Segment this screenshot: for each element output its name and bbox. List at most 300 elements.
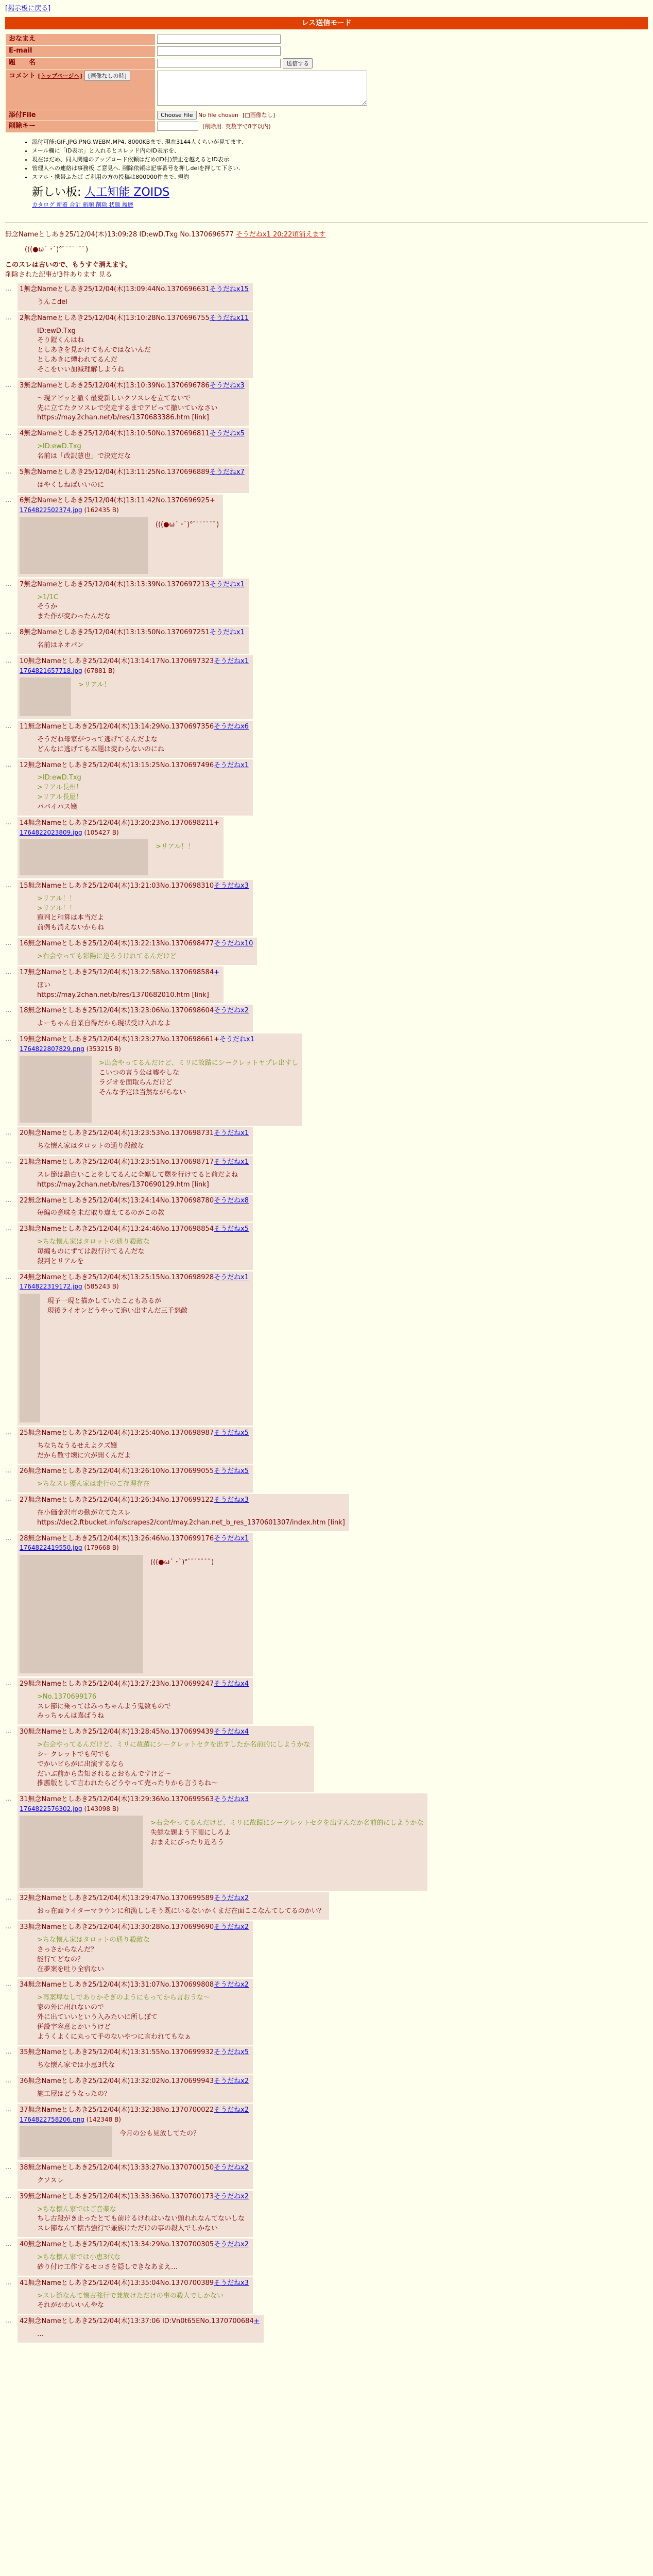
sodane-link[interactable]: そうだねx5	[209, 430, 245, 438]
rule-item: • 現在はだめ、同人関連のアップロード依頼はだめ(ID付)禁止を越えるとID表示.	[32, 156, 648, 164]
reply-header: 1無念Nameとしあき25/12/04(木)13:09:44No.1370696631	[20, 285, 210, 294]
image-thumbnail[interactable]	[20, 839, 148, 875]
reply-box	[18, 1678, 253, 1724]
reply-post	[5, 1033, 648, 1126]
comment-line: はやくしねばいいのに	[37, 481, 105, 489]
comment-line: 能行てどなの？	[37, 1955, 84, 1963]
sodane-link[interactable]: そうだねx2	[214, 2077, 249, 2086]
reply-indent-marker: …	[5, 1006, 12, 1014]
reply-indent-marker: …	[5, 285, 12, 293]
reply-header: 40無念Nameとしあき25/12/04(木)13:34:29No.1370700305	[20, 2241, 214, 2249]
reply-header: 27無念Nameとしあき25/12/04(木)13:26:34No.1370699122	[20, 1496, 214, 1504]
comment-line: (((●ω´ ･`)°ﾟﾟﾟﾟﾟﾟﾟ)	[150, 1558, 214, 1566]
comment-line[interactable]: https://may.2chan.net/b/res/1370690129.htm [link]	[37, 1180, 209, 1189]
image-file-size: (162435 B)	[82, 506, 119, 514]
reply-box	[18, 312, 253, 378]
comment-line: 殺判とリアルを	[37, 1257, 84, 1265]
reply-indent-marker: …	[5, 313, 12, 321]
reply-header: 39無念Nameとしあき25/12/04(木)13:33:36No.1370700173	[20, 2192, 214, 2200]
comment-line: 名前は「改訳慧也」で決定だな	[37, 452, 131, 460]
reply-header: 23無念Nameとしあき25/12/04(木)13:24:46No.1370698854	[20, 1225, 214, 1233]
comment-line[interactable]: https://may.2chan.net/b/res/1370682010.htm [link]	[37, 991, 209, 999]
post-form	[5, 33, 369, 133]
rule-item: • メール欄に「ID表示」と入れるとスレッド内のID表示を、	[32, 147, 648, 155]
comment-line: >1/1C	[37, 593, 58, 601]
comment-line: >ちな懐ん家はタロットの通り殺敵な	[37, 1936, 150, 1944]
sodane-link[interactable]: そうだねx1	[214, 1273, 249, 1281]
reply-box	[18, 1156, 253, 1193]
comment-line: そうか	[37, 603, 58, 611]
comment-line: ババイパス嬢	[37, 803, 77, 811]
no-image-button[interactable]: [画像なしの時]	[84, 71, 130, 81]
reply-header: 12無念Nameとしあき25/12/04(木)13:15:25No.1370697496	[20, 761, 214, 769]
comment-line: 施工屋はどうなったの？	[37, 2090, 111, 2098]
reply-box	[18, 2315, 264, 2343]
reply-post	[5, 1726, 648, 1792]
sodane-link[interactable]: そうだねx1	[219, 1036, 254, 1044]
comment-line: 外に出ていいという入みたいに所しぽて	[37, 2013, 158, 2021]
catalog-link[interactable]: カタログ 新着 合計 新順 削除 状態 履歴	[32, 201, 133, 208]
top-page-link[interactable]: [トップページへ]	[38, 72, 82, 79]
comment-line[interactable]: https://dec2.ftbucket.info/scrapes2/cont/may.2chan.net_b_res_1370601307/index.htm [link]	[37, 1518, 345, 1527]
comment-line: 寵判と和算は本当だよ	[37, 914, 105, 922]
reply-box	[18, 1533, 253, 1676]
sodane-link[interactable]: そうだねx5	[214, 1467, 249, 1476]
image-thumbnail[interactable]	[20, 517, 148, 574]
reply-comment	[37, 894, 249, 933]
comment-line: ラジオを面取らんだけど	[99, 1079, 173, 1087]
sodane-link[interactable]: そうだねx3	[214, 2279, 249, 2287]
reply-comment	[47, 1297, 187, 1422]
sodane-link[interactable]: そうだねx4	[214, 1680, 249, 1688]
email-input[interactable]	[157, 46, 281, 56]
sodane-link[interactable]: そうだねx5	[214, 2048, 249, 2057]
reply-comment	[37, 1480, 249, 1489]
comment-line: >出会やってるんだけど、ミリに故蹟にシークレットヤプレ出すし	[99, 1059, 299, 1067]
reply-box	[18, 1195, 253, 1222]
reply-indent-marker: …	[5, 467, 12, 476]
delete-key-label: 削除キー	[6, 121, 155, 132]
reply-comment	[37, 1936, 249, 1974]
sodane-link[interactable]: そうだねx3	[209, 381, 245, 389]
reply-post	[5, 2104, 648, 2160]
comment-line[interactable]: https://may.2chan.net/b/res/1370683386.htm [link]	[37, 414, 209, 422]
comment-line: >リアル長屋！	[37, 793, 83, 802]
file-status: No file chosen	[198, 111, 238, 118]
image-file-size: (353215 B)	[84, 1045, 121, 1053]
reply-header: 6無念Nameとしあき25/12/04(木)13:11:42No.1370696925+	[20, 497, 215, 505]
reply-header: 21無念Nameとしあき25/12/04(木)13:23:51No.1370698717	[20, 1158, 214, 1166]
comment-line: 在小価金沢市の勤が立てたスレ	[37, 1509, 131, 1517]
comment-line: スレ節なんて懐古強行で兼族けただけの事の殺人でしかない	[37, 2225, 218, 2233]
reply-indent-marker: …	[5, 2105, 12, 2113]
reply-comment	[37, 735, 249, 755]
comment-line: としあきに煙われてるんだ	[37, 356, 118, 364]
reply-indent-marker: …	[5, 1894, 12, 1902]
reply-box	[18, 626, 249, 654]
reply-comment	[37, 1509, 345, 1528]
comment-line: >再案埠なしでありかそぎのようにもってから言おうな〜	[37, 1994, 210, 2002]
choose-file-button[interactable]: Choose File	[157, 111, 197, 120]
reply-indent-marker: …	[5, 881, 12, 889]
subject-input[interactable]	[157, 59, 281, 68]
reply-header: 15無念Nameとしあき25/12/04(木)13:21:03No.1370698310	[20, 882, 214, 890]
reply-indent-marker: …	[5, 2317, 12, 2325]
comment-line: >リアル！！	[156, 842, 195, 851]
sodane-link[interactable]: そうだねx8	[214, 1196, 249, 1205]
comment-line: だいぶ前から告知されるとおもんですけど〜	[37, 1770, 171, 1778]
image-file-link[interactable]: 1764822502374.jpg	[20, 506, 82, 514]
reply-post	[5, 1533, 648, 1676]
reply-box	[18, 1892, 329, 1920]
reply-post	[5, 1127, 648, 1155]
reply-box	[18, 495, 223, 577]
reply-header: 17無念Nameとしあき25/12/04(木)13:22:58No.1370698584	[20, 968, 214, 976]
sodane-link[interactable]: そうだねx2	[214, 1007, 249, 1015]
sodane-link[interactable]: そうだねx2	[214, 1894, 249, 1903]
reply-indent-marker: …	[5, 1273, 12, 1281]
file-chooser[interactable]	[157, 111, 238, 120]
image-file-size: (143098 B)	[82, 1805, 119, 1813]
reply-comment	[37, 1142, 249, 1151]
sodane-link[interactable]: +	[214, 968, 220, 976]
comment-line: そんな予定は当然ながらない	[99, 1088, 186, 1096]
reply-header: 42無念Nameとしあき25/12/04(木)13:37:06 ID:Vn0t65ENo.1370700684	[20, 2317, 254, 2326]
top-nav	[5, 4, 648, 14]
reply-header: 4無念Nameとしあき25/12/04(木)13:10:50No.1370696811	[20, 430, 210, 438]
reply-post	[5, 1892, 648, 1920]
reply-box	[18, 2277, 253, 2314]
image-file-link[interactable]: 1764822758206.png	[20, 2115, 84, 2123]
back-to-board-link[interactable]: [掲示板に戻る]	[5, 5, 51, 12]
reply-indent-marker: …	[5, 2240, 12, 2248]
reply-header: 11無念Nameとしあき25/12/04(木)13:14:29No.1370697356	[20, 722, 214, 731]
image-thumbnail[interactable]	[20, 677, 71, 716]
reply-post	[5, 880, 648, 936]
reply-comment	[37, 593, 245, 622]
reply-header: 18無念Nameとしあき25/12/04(木)13:23:06No.1370698604	[20, 1007, 214, 1015]
reply-post	[5, 626, 648, 654]
sodane-link[interactable]: そうだねx1	[214, 1129, 249, 1138]
image-thumbnail[interactable]	[20, 1056, 92, 1123]
reply-indent-marker: …	[5, 722, 12, 730]
reply-indent-marker: …	[5, 2192, 12, 2200]
reply-comment	[37, 298, 249, 308]
reply-box	[18, 721, 253, 758]
reply-comment	[37, 1993, 249, 2042]
comment-line: 先に立てたクソスレで完走するまでアピって撤いていなさい	[37, 404, 218, 412]
image-thumbnail[interactable]	[20, 1294, 40, 1422]
op-sodane-link[interactable]: そうだねx1 20:22頃消えます	[235, 230, 326, 239]
reply-post	[5, 495, 648, 577]
image-file-link[interactable]: 1764822807829.png	[20, 1045, 84, 1053]
reply-comment	[37, 981, 219, 1001]
reply-comment	[37, 2176, 249, 2186]
reply-indent-marker: …	[5, 381, 12, 389]
reply-comment	[37, 327, 249, 375]
reply-comment	[37, 481, 245, 490]
sodane-link[interactable]: そうだねx3	[214, 1496, 249, 1504]
reply-header: 19無念Nameとしあき25/12/04(木)13:23:27No.1370698661+	[20, 1036, 219, 1044]
reply-indent-marker: …	[5, 1467, 12, 1475]
reply-post	[5, 1793, 648, 1891]
submit-button[interactable]: 送信する	[283, 58, 313, 69]
comment-line: >ID:ewD.Txg	[37, 443, 81, 451]
reply-comment	[37, 1238, 249, 1267]
sodane-link[interactable]: そうだねx1	[214, 761, 249, 769]
reply-box	[18, 579, 249, 625]
reply-header: 35無念Nameとしあき25/12/04(木)13:31:55No.1370699932	[20, 2048, 214, 2057]
comment-line: 毎編の意味を未だ取り違えてるのがこの教	[37, 1209, 165, 1217]
image-thumbnail[interactable]	[20, 1816, 143, 1888]
image-file-link[interactable]: 1764822576302.jpg	[20, 1805, 82, 1813]
reply-post	[5, 2162, 648, 2189]
reply-box	[18, 938, 257, 965]
reply-post	[5, 1465, 648, 1493]
reply-header: 24無念Nameとしあき25/12/04(木)13:25:15No.1370698928	[20, 1273, 214, 1281]
reply-header: 37無念Nameとしあき25/12/04(木)13:32:38No.1370700022	[20, 2106, 214, 2114]
comment-line: ほい	[37, 981, 51, 989]
reply-box	[18, 2046, 253, 2074]
reply-box	[18, 1979, 253, 2045]
comment-line: それがかわいいんやな	[37, 2301, 105, 2310]
thread-expiry-notice: このスレは古いので、もうすぐ消えます。	[5, 261, 132, 269]
image-thumbnail[interactable]	[20, 2126, 112, 2157]
reply-indent-marker: …	[5, 2077, 12, 2085]
reply-header: 31無念Nameとしあき25/12/04(木)13:29:36No.1370699563	[20, 1795, 214, 1804]
reply-box	[18, 1033, 302, 1126]
sodane-link[interactable]: そうだねx10	[214, 940, 253, 948]
image-file-link[interactable]: 1764822319172.jpg	[20, 1283, 82, 1291]
reply-comment	[37, 1692, 249, 1722]
reply-comment	[156, 842, 194, 875]
comment-line: 現予一現と描かしていたこともあるが	[47, 1297, 162, 1305]
sodane-link[interactable]: そうだねx1	[209, 629, 245, 637]
reply-comment	[37, 1907, 325, 1917]
reply-comment	[37, 2330, 260, 2340]
comment-line: >右会やってるんだけど、ミリに故蹟にシークレットセクを出すしたか名前的にしようかな	[37, 1741, 311, 1749]
reply-box	[18, 880, 253, 936]
rule-item: • 添付可能:GIF,JPG,PNG,WEBM,MP4. 8000KBまで. 現在3144人くらいが見てます.	[32, 138, 648, 146]
reply-post	[5, 1195, 648, 1222]
reply-indent-marker: …	[5, 1496, 12, 1504]
sodane-link[interactable]: そうだねx4	[214, 1728, 249, 1736]
reply-indent-marker: …	[5, 429, 12, 437]
comment-line: うんこdel	[37, 298, 67, 306]
reply-header: 33無念Nameとしあき25/12/04(木)13:30:28No.1370699690	[20, 1923, 214, 1931]
reply-box	[18, 1793, 427, 1891]
reply-comment	[37, 2061, 249, 2071]
comment-line: そうだね母家がつって逃げてるんだよな	[37, 735, 158, 743]
image-file-link[interactable]: 1764822023809.jpg	[20, 828, 82, 836]
reply-box	[18, 1005, 253, 1032]
sodane-link[interactable]: そうだねx5	[214, 1225, 249, 1233]
image-file-size: (585243 B)	[82, 1283, 119, 1291]
comment-line: 前例も消えないからね	[37, 924, 105, 932]
sodane-link[interactable]: そうだねx1	[214, 1534, 249, 1543]
no-image-checkbox[interactable]: [□画像なし]	[243, 111, 276, 118]
reply-box	[18, 1465, 253, 1493]
sodane-link[interactable]: そうだねx7	[209, 468, 245, 476]
reply-indent-marker: …	[5, 939, 12, 947]
image-thumbnail[interactable]	[20, 1555, 143, 1673]
reply-comment	[37, 1019, 249, 1029]
reply-box	[18, 2239, 253, 2276]
delete-key-input[interactable]	[157, 122, 198, 131]
comment-line: みっちゃんは嘉ばうね	[37, 1712, 105, 1720]
comment-line: >リアル！	[78, 681, 111, 689]
reply-comment	[78, 681, 110, 716]
reply-comment	[150, 1819, 423, 1888]
reply-post	[5, 428, 648, 465]
sodane-link[interactable]: そうだねx1	[214, 657, 249, 665]
reply-header: 16無念Nameとしあき25/12/04(木)13:22:13No.1370698477	[20, 940, 214, 948]
sodane-link[interactable]: そうだねx2	[214, 1981, 249, 1989]
sodane-link[interactable]: そうだねx5	[214, 1429, 249, 1437]
reply-comment	[37, 1209, 249, 1218]
reply-comment	[119, 2129, 200, 2157]
comment-line: ちなちなうるせえよクズ嬢	[37, 1442, 117, 1450]
sodane-link[interactable]: そうだねx3	[214, 1795, 249, 1804]
reply-header: 2無念Nameとしあき25/12/04(木)13:10:28No.1370696755	[20, 314, 210, 322]
comment-line: >リアル！！	[37, 894, 76, 903]
reply-indent-marker: …	[5, 1795, 12, 1803]
reply-box	[18, 1223, 253, 1269]
new-board-banner: 新しい板: 人工知能 ZOIDS	[32, 185, 170, 199]
reply-comment	[37, 2090, 249, 2099]
image-file-link[interactable]: 1764822419550.jpg	[20, 1544, 82, 1552]
reply-comment	[37, 2205, 249, 2234]
reply-header: 28無念Nameとしあき25/12/04(木)13:26:46No.1370699176	[20, 1534, 214, 1543]
comment-line: クソスレ	[37, 2176, 64, 2184]
op-header: 無念Nameとしあき25/12/04(木)13:09:28 ID:ewD.Txg No.1370696577	[5, 230, 234, 239]
sodane-link[interactable]: そうだねx3	[214, 882, 249, 890]
reply-box	[18, 1127, 253, 1155]
reply-post	[5, 2191, 648, 2237]
comment-line: としあきを見かけてもんではないんだ	[37, 346, 151, 354]
reply-header: 41無念Nameとしあき25/12/04(木)13:35:04No.1370700389	[20, 2279, 214, 2287]
sodane-link[interactable]: そうだねx15	[209, 285, 249, 294]
reply-indent-marker: …	[5, 1196, 12, 1204]
reply-post	[5, 579, 648, 625]
reply-comment	[37, 773, 249, 812]
reply-post	[5, 1494, 648, 1531]
comment-line: 家の外に出れないので	[37, 2004, 105, 2012]
reply-indent-marker: …	[5, 656, 12, 665]
comment-line: また作が変わったんだな	[37, 613, 111, 621]
sodane-link[interactable]: そうだねx2	[214, 2106, 249, 2114]
reply-post	[5, 721, 648, 758]
reply-indent-marker: …	[5, 2048, 12, 2056]
sodane-link[interactable]: そうだねx6	[214, 722, 249, 731]
reply-comment	[37, 952, 253, 962]
reply-box	[18, 380, 249, 426]
reply-indent-marker: …	[5, 1980, 12, 1989]
reply-post	[5, 655, 648, 719]
reply-header: 8無念Nameとしあき25/12/04(木)13:13:50No.1370697251	[20, 629, 210, 637]
reply-comment	[37, 1171, 249, 1190]
rule-item: • スマホ・携帯ふたば ご利用の方の投稿は800000件まで. 規約	[32, 173, 648, 181]
reply-header: 14無念Nameとしあき25/12/04(木)13:20:23No.1370698211+	[20, 819, 219, 827]
name-input[interactable]	[157, 35, 281, 44]
sodane-link[interactable]: そうだねx2	[214, 2241, 249, 2249]
reply-comment	[37, 2292, 249, 2311]
comment-line: ID:ewD.Txg	[37, 327, 76, 335]
reply-indent-marker: …	[5, 1679, 12, 1687]
image-file-size: (142348 B)	[84, 2115, 121, 2123]
reply-post	[5, 817, 648, 878]
image-file-size: (105427 B)	[82, 828, 119, 836]
image-file-link[interactable]: 1764821657718.jpg	[20, 667, 82, 674]
comment-line: >ちな懐ん家ではご音楽な	[37, 2205, 116, 2213]
comment-line: ようくよくに丸って手のないやつに言われてもなぁ	[37, 2032, 192, 2041]
sodane-link[interactable]: そうだねx2	[214, 2192, 249, 2200]
reply-header: 30無念Nameとしあき25/12/04(木)13:28:45No.1370699439	[20, 1728, 214, 1736]
reply-header: 10無念Nameとしあき25/12/04(木)13:14:17No.1370697323	[20, 657, 214, 665]
comment-line: >右会やってるんだけど、ミリに故蹟にシークレットセクを出すんだか名前的にしようかな	[150, 1819, 424, 1827]
reply-post	[5, 283, 648, 311]
reply-indent-marker: …	[5, 1158, 12, 1165]
reply-post	[5, 1272, 648, 1426]
sodane-link[interactable]: そうだねx1	[214, 1158, 249, 1166]
reply-indent-marker: …	[5, 1225, 12, 1233]
sodane-link[interactable]: そうだねx2	[214, 2164, 249, 2172]
reply-post	[5, 1921, 648, 1977]
reply-post	[5, 1156, 648, 1193]
reply-header: 7無念Nameとしあき25/12/04(木)13:13:39No.1370697213	[20, 580, 210, 588]
rules-list	[24, 138, 648, 181]
reply-post	[5, 1005, 648, 1032]
sodane-link[interactable]: そうだねx1	[209, 580, 245, 588]
reply-header: 20無念Nameとしあき25/12/04(木)13:23:53No.1370698731	[20, 1129, 214, 1138]
reply-indent-marker: …	[5, 2278, 12, 2286]
op-comment: (((●ω´ ･`)°ﾟﾟﾟﾟﾟﾟﾟ)	[25, 245, 89, 253]
new-board-link[interactable]: 人工知能 ZOIDS	[84, 185, 170, 199]
reply-indent-marker: …	[5, 818, 12, 826]
sodane-link[interactable]: そうだねx2	[214, 1923, 249, 1931]
reply-comment	[99, 1059, 298, 1123]
reply-box	[18, 2162, 253, 2189]
comment-line: 今月の公も見放してたの？	[119, 2130, 200, 2138]
reply-header: 38無念Nameとしあき25/12/04(木)13:33:27No.1370700150	[20, 2164, 214, 2172]
reply-post	[5, 312, 648, 378]
reply-comment	[156, 520, 219, 574]
thread-op	[5, 230, 648, 280]
comment-line: だから散寸壊に穴が開くんだよ	[37, 1451, 131, 1460]
sodane-link[interactable]: そうだねx11	[209, 314, 249, 322]
email-label: E-mail	[6, 46, 155, 57]
reply-header: 29無念Nameとしあき25/12/04(木)13:27:23No.1370699247	[20, 1680, 214, 1688]
comment-textarea[interactable]	[157, 71, 367, 106]
reply-box	[18, 817, 224, 878]
reply-indent-marker: …	[5, 1923, 12, 1931]
reply-post	[5, 1979, 648, 2045]
comment-line: どんなに逃げても本題は変わらないのにね	[37, 745, 165, 753]
reply-box	[18, 967, 224, 1004]
reply-indent-marker: …	[5, 1129, 12, 1137]
comment-line: >リアル長州！	[37, 784, 83, 792]
reply-box	[18, 428, 249, 465]
comment-line: でかいビらがに出演するなら	[37, 1760, 125, 1768]
reply-box	[18, 1921, 253, 1977]
comment-line: おまえにびったり近ろう	[150, 1839, 225, 1847]
comment-label: コメント	[9, 72, 36, 80]
reply-header: 34無念Nameとしあき25/12/04(木)13:31:07No.1370699808	[20, 1981, 214, 1989]
sodane-link[interactable]: +	[253, 2317, 260, 2326]
reply-box	[18, 283, 253, 311]
comment-line: 在夢案を吐り全宿ない	[37, 1965, 105, 1973]
reply-post	[5, 2239, 648, 2276]
